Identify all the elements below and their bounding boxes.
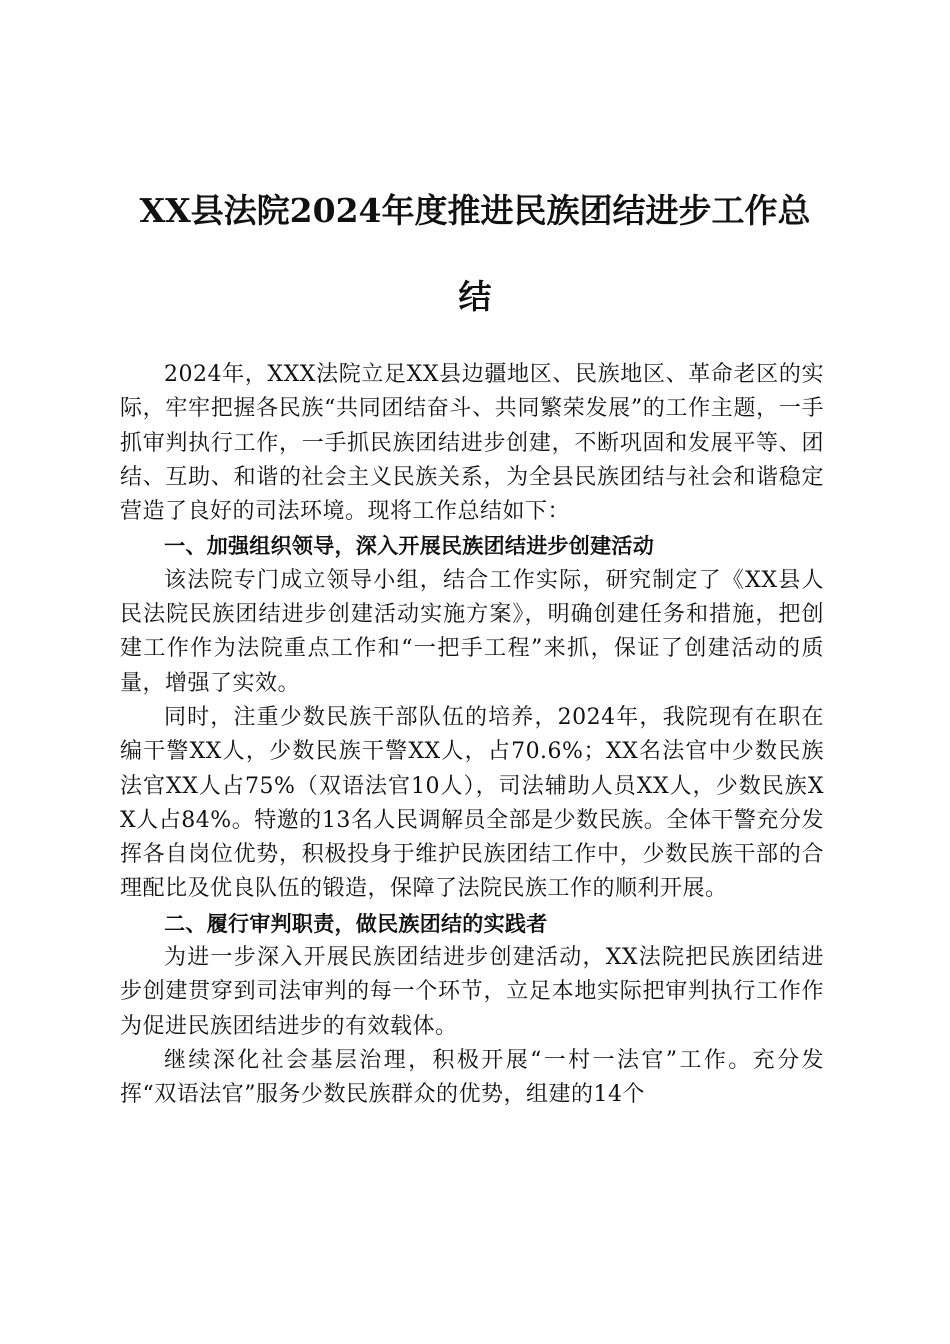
document-body	[120, 358, 824, 1113]
section-2-paragraph-2: 继续深化社会基层治理，积极开展“一村一法官”工作。充分发挥“双语法官”服务少数民族群众的优势，组建的14个	[120, 1047, 824, 1108]
section-heading-1: 一、加强组织领导，深入开展民族团结进步创建活动	[164, 534, 654, 559]
title-line-2: 结	[458, 277, 492, 316]
document-title	[110, 168, 840, 340]
section-1-paragraph-2: 同时，注重少数民族干部队伍的培养，2024年，我院现有在职在编干警XX人，少数民族干警XX人，占70.6%；XX名法官中少数民族法官XX人占75%（双语法官10人），司法辅助人员XX人，少数民族XX人占84%。特邀的13名人民调解员全部是少数民族。全体干警充分发挥各自岗位优势，积极投身于维护民族团结工作中，少数民族干部的合理配比及优良队伍的锻造，保障了法院民族工作的顺利开展。	[120, 704, 824, 902]
intro-paragraph: 2024年，XXX法院立足XX县边疆地区、民族地区、革命老区的实际，牢牢把握各民族“共同团结奋斗、共同繁荣发展”的工作主题，一手抓审判执行工作，一手抓民族团结进步创建，不断巩固和发展平等、团结、互助、和谐的社会主义民族关系，为全县民族团结与社会和谐稳定营造了良好的司法环境。现将工作总结如下：	[120, 362, 824, 525]
title-line-1: XX县法院2024年度推进民族团结进步工作总	[139, 191, 811, 230]
section-heading-2: 二、履行审判职责，做民族团结的实践者	[164, 911, 548, 936]
section-1-paragraph-1: 该法院专门成立领导小组，结合工作实际，研究制定了《XX县人民法院民族团结进步创建活动实施方案》，明确创建任务和措施，把创建工作作为法院重点工作和“一把手工程”来抓，保证了创建活动的质量，增强了实效。	[120, 567, 824, 696]
section-2-paragraph-1: 为进一步深入开展民族团结进步创建活动，XX法院把民族团结进步创建贯穿到司法审判的每一个环节，立足本地实际把审判执行工作作为促进民族团结进步的有效载体。	[120, 945, 824, 1039]
